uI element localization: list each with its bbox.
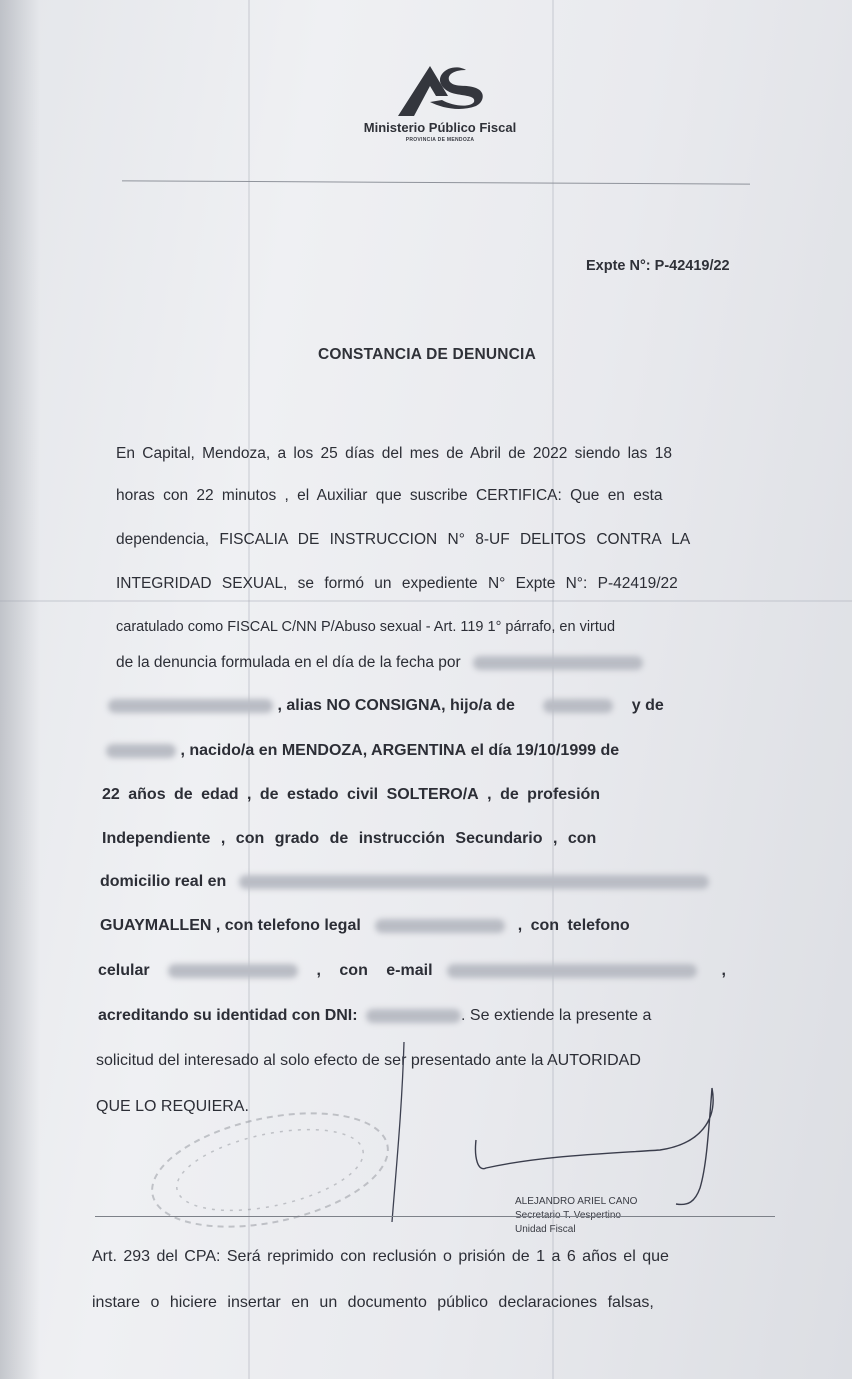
body-line: solicitud del interesado al solo efecto de ser presentado ante la AUTORIDAD [96,1052,641,1069]
body-line: QUE LO REQUIERA. [96,1098,249,1115]
body-text: , nacido/a en [180,742,278,759]
body-line: horas con 22 minutos , el Auxiliar que suscribe CERTIFICA: Que en esta [116,487,663,504]
body-text: , con telefono [517,917,630,934]
body-text: , hijo/a de [441,697,515,714]
body-line: En Capital, Mendoza, a los 25 días del mes de Abril de 2022 siendo las 18 [116,445,672,462]
body-line: INTEGRIDAD SEXUAL, se formó un expediente N° Expte N°: P-42419/22 [116,575,678,592]
alias-value: NO CONSIGNA [326,697,442,714]
province-name: PROVINCIA DE MENDOZA [405,137,475,143]
body-text: celular [98,962,150,979]
locality-value: GUAYMALLEN [100,917,212,934]
education-value: Secundario [455,830,543,847]
expediente-number: Expte N°: P-42419/22 [586,258,730,274]
body-text: , [721,962,726,979]
body-text: y de [631,697,664,714]
footer-line: instare o hiciere insertar en un documento público declaraciones falsas, [92,1294,654,1311]
birthplace-value: MENDOZA, ARGENTINA [281,742,467,759]
body-text: , con [552,830,597,847]
body-text: , alias [277,697,322,714]
age-value: 22 años de edad [102,786,239,803]
body-text: acreditando su identidad con DNI: [98,1007,358,1024]
body-text: domicilio real en [100,873,227,890]
org-name: Ministerio Público Fiscal [363,120,517,135]
footer-line: Art. 293 del CPA: Será reprimido con reclusión o prisión de 1 a 6 años el que [92,1248,669,1265]
profession-value: Independiente [102,830,211,847]
birthdate-text: el día 19/10/1999 de [470,742,620,759]
body-text: , con e-mail [316,962,433,979]
body-text: . Se extiende la presente a [461,1007,652,1024]
body-line: caratulado como FISCAL C/NN P/Abuso sexual - Art. 119 1° párrafo, en virtud [116,619,616,635]
body-text: , con grado de instrucción [220,830,445,847]
body-text: , de estado civil [246,786,379,803]
document-title: CONSTANCIA DE DENUNCIA [318,346,536,363]
signatory-unit: Unidad Fiscal [515,1224,576,1235]
body-text: , de profesión [487,786,601,803]
signatory-name: ALEJANDRO ARIEL CANO [515,1196,638,1207]
body-text: , con telefono legal [215,917,361,934]
civil-status-value: SOLTERO/A [386,786,479,803]
footer-divider [95,1216,775,1217]
body-text: de la denuncia formulada en el día de la fecha por [116,654,461,671]
body-line: dependencia, FISCALIA DE INSTRUCCION N° 8-UF DELITOS CONTRA LA [116,531,691,548]
